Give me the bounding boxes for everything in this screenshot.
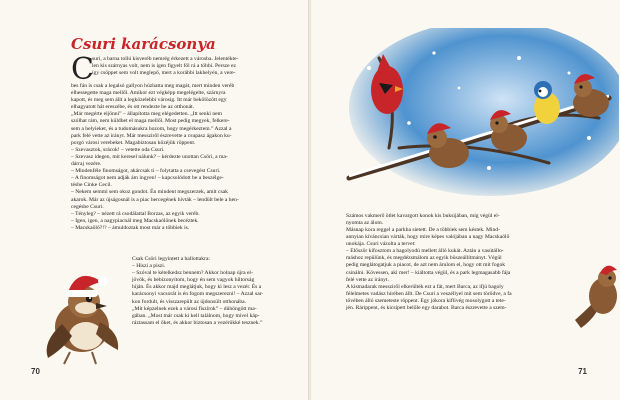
page-number: 71 (578, 367, 587, 376)
text-line: – Szevasz idegen, mit keresel nálunk? – kérdezte unottan Csöri, a ma- (71, 153, 228, 160)
text-line: park felé vette az irányt. Már messziről észrevette a csupasz ágakon ku- (71, 132, 232, 139)
text-line: nyomta az álom. (346, 220, 384, 227)
right-main-text (346, 227, 586, 312)
text-line: unokája. Csuri vázolta a tervet: (346, 241, 416, 248)
text-line: szólhat rám, nem küldhet el maga mellől. Most pedig megyek, felkere- (71, 118, 230, 125)
text-line: jövök, és bebizonyítom, hogy én sem vagyok hiltorság (132, 277, 255, 284)
text-line: félelmetes vadász hírében állt. De Csuri a veszéllyel mit sem törődve, a fa (346, 290, 512, 297)
text-line: – Először kifosztom a bagolyodú mellett álló kukát. Aztán a vasútállo- (346, 248, 504, 255)
text-line: – Igen, igen, a nagypiacnál meg Macskaólönek becéztek. (71, 217, 199, 224)
text-line: hiján. És akkor majd meglátjuk, hogy ki lesz a vezér. És a (132, 284, 262, 291)
text-line: Számos vakmerő ötlet kavargott konok kis buksijában, míg végül el- (346, 213, 500, 219)
text-line: akarok. Már az újságosnál is a piac hercegének hívták – lendült bele a hen- (71, 196, 239, 203)
left-page (0, 0, 309, 400)
text-line: tövében álló szemeteste röppent. Egy jókora kiflivég mosolygott a tete- (346, 297, 506, 304)
text-line: – Nekem semmi sem okoz gondot. Én mindent megszerzek, amit csak (71, 189, 228, 196)
text-line: kon fordult, és visszarepült az újdonsült otthonába. (132, 298, 247, 305)
text-line: „Már megérte eljönni” – állapította meg elégedetten. „Itt senki nem (71, 111, 222, 118)
story-title: Csuri karácsonya (71, 35, 216, 53)
drop-cap: C (71, 52, 94, 87)
text-line: – Hiszi a piszi. (132, 263, 166, 270)
right-top-text (346, 213, 551, 227)
text-line: Másnap kora reggel a parkba sietett. De a többiek sem késtek. Mind- (346, 227, 500, 233)
text-line: – Tényleg? – nézett rá csodálattal Borzas, az egyik veréb. (71, 210, 200, 217)
text-line: dárraj vezére. (71, 161, 102, 168)
text-line: – Szevasztok, srácok! – vetette oda Csuri. (71, 146, 165, 153)
text-line: cegésbe Csuri. (71, 203, 104, 210)
text-line: annyian kíváncsian várták, hogy mire képes valójában a nagy Macskaölő (346, 234, 510, 241)
left-main-text (71, 83, 282, 232)
text-line: suri, a barna tollú kisveréb nemrég érkezett a városba. Jelentékte- (92, 56, 239, 62)
sparrow-with-santa-hat-illustration (34, 262, 129, 367)
text-line: – A finomságot nem adják ám ingyen! – kapcsolódott be a beszélge- (71, 175, 224, 182)
text-line: csinálni. Kövessen, aki mer! – kiáltotta végül, és a park legmagasabb fája (346, 269, 511, 276)
page-number: 70 (31, 367, 40, 376)
text-line: gában. „Most már csak ki kell találnom, hogy mivel káp- (132, 312, 260, 319)
text-line: így csöppet sem volt meglepő, mert a korábbi lakhelyén, a vere- (92, 70, 236, 77)
text-line: – Mindenféle finomságot, akárcsak ti – folytatta a csevegést Csuri. (71, 168, 221, 175)
text-line: tésbe Cinke Cecil. (71, 182, 112, 189)
text-line: – Macskaölő?!? – ámuldoztak most már a többiek is. (71, 224, 190, 231)
text-line: A kismadarak messziről elkerülték ezt a fát, mert Barca, az ifjú bagoly (346, 283, 504, 290)
text-line: jén. Rárippent, és kicsípett belőle egy darabot. Barca észrevette a szem- (346, 305, 507, 312)
text-line: kapott, és meg sem állt a legközelebbi városig. Itt már bekölözött egy (71, 97, 227, 104)
text-line: „Mit képzelnek ezek a városi fiszírok” – dühöngött ma- (132, 305, 257, 312)
text-line: porgó városi verebeket. Magabiztosan közéjük röppent. (71, 139, 196, 146)
text-line: karácsonyi vacsorát is én fogom megszerezni! – Azzal sar- (132, 291, 264, 298)
right-page (311, 0, 620, 400)
left-indented-text (132, 256, 282, 327)
text-line: len kis szárnyas volt, nem is igen figyelt föl rá a többi. Persze ez (92, 63, 236, 70)
text-line: Csak Csöri legyintett a hallottakra: (132, 256, 210, 262)
birds-on-snowy-branches-illustration (339, 28, 619, 198)
text-line: elhagyatott hát ereszébe, és ott rendezte be az otthonát. (71, 104, 195, 111)
text-line: pedig meglátogatjuk a piacot, de azt nem árulom el, hogy ott mit fogok (346, 262, 506, 269)
text-line: sem a helyieket, és a tudomásukra hozom, hogy megérkeztem.” Azzal a (71, 125, 232, 132)
text-line: máshoz repülünk, és megdézsmálom az egyik büszeállítmányt. Végül (346, 255, 502, 262)
left-top-text (92, 56, 282, 77)
text-line: felé vette az irányt. (346, 276, 389, 283)
text-line: ráztassam el őket, és akkor biztosan a vezérükké tesznek.” (132, 319, 263, 326)
text-line: elhessegette maga mellől. Amikor ezt végképp megelégelte, szárnyra (71, 90, 226, 97)
sparrow-flying-illustration (573, 262, 619, 340)
text-line: – Szóval te kételkedsz bennem? Akkor holnap újra el- (132, 270, 253, 277)
text-line: bes fán is csak a legalsó gallyon húzhatta meg magát, mert minden veréb (71, 83, 235, 89)
